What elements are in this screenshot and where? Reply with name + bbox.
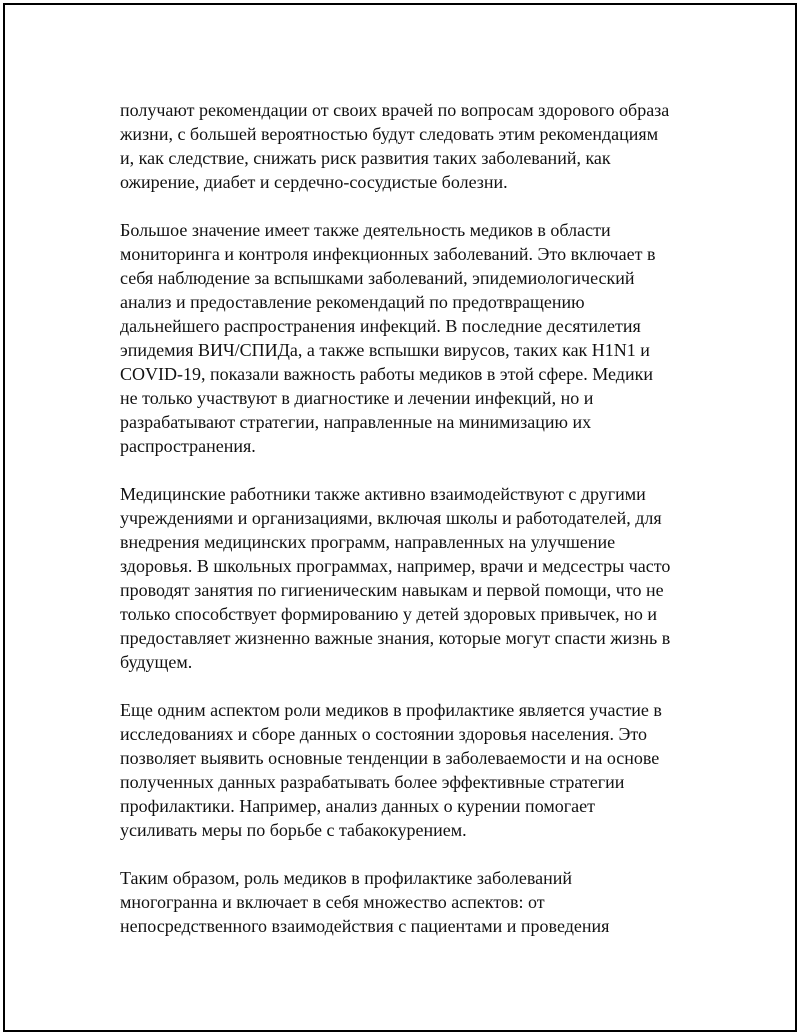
paragraph-1: получают рекомендации от своих врачей по вопросам здорового образа жизни, с большей вероятностью будут следовать этим рекомендациям и, как следствие, снижать риск развития таких заболеваний, как ожирение, диабет и сердечно-сосудистые болезни. <box>120 100 670 192</box>
paragraph-5: Таким образом, роль медиков в профилактике заболеваний многогранна и включает в себя множество аспектов: от непосредственного взаимодействия с пациентами и проведения <box>120 868 610 936</box>
paragraph-3: Медицинские работники также активно взаимодействуют с другими учреждениями и организациями, включая школы и работодателей, для внедрения медицинских программ, направленных на улучшение здоровья. В школьных программах, например, врачи и медсестры часто проводят занятия по гигиеническим навыкам и первой помощи, что не только способствует формированию у детей здоровых привычек, но и предоставляет жизненно важные знания, которые могут спасти жизнь в будущем. <box>120 484 671 672</box>
page-body <box>120 98 695 962</box>
paragraph-2: Большое значение имеет также деятельность медиков в области мониторинга и контроля инфекционных заболеваний. Это включает в себя наблюдение за вспышками заболеваний, эпидемиологический анализ и предоставление рекомендаций по предотвращению дальнейшего распространения инфекций. В последние десятилетия эпидемия ВИЧ/СПИДа, а также вспышки вирусов, таких как H1N1 и COVID-19, показали важность работы медиков в этой сфере. Медики не только участвуют в диагностике и лечении инфекций, но и разрабатывают стратегии, направленные на минимизацию их распространения. <box>120 220 656 456</box>
page-frame <box>3 3 797 1032</box>
paragraph-4: Еще одним аспектом роли медиков в профилактике является участие в исследованиях и сборе данных о состоянии здоровья населения. Это позволяет выявить основные тенденции в заболеваемости и на основе полученных данных разрабатывать более эффективные стратегии профилактики. Например, анализ данных о курении помогает усиливать меры по борьбе с табакокурением. <box>120 700 662 840</box>
